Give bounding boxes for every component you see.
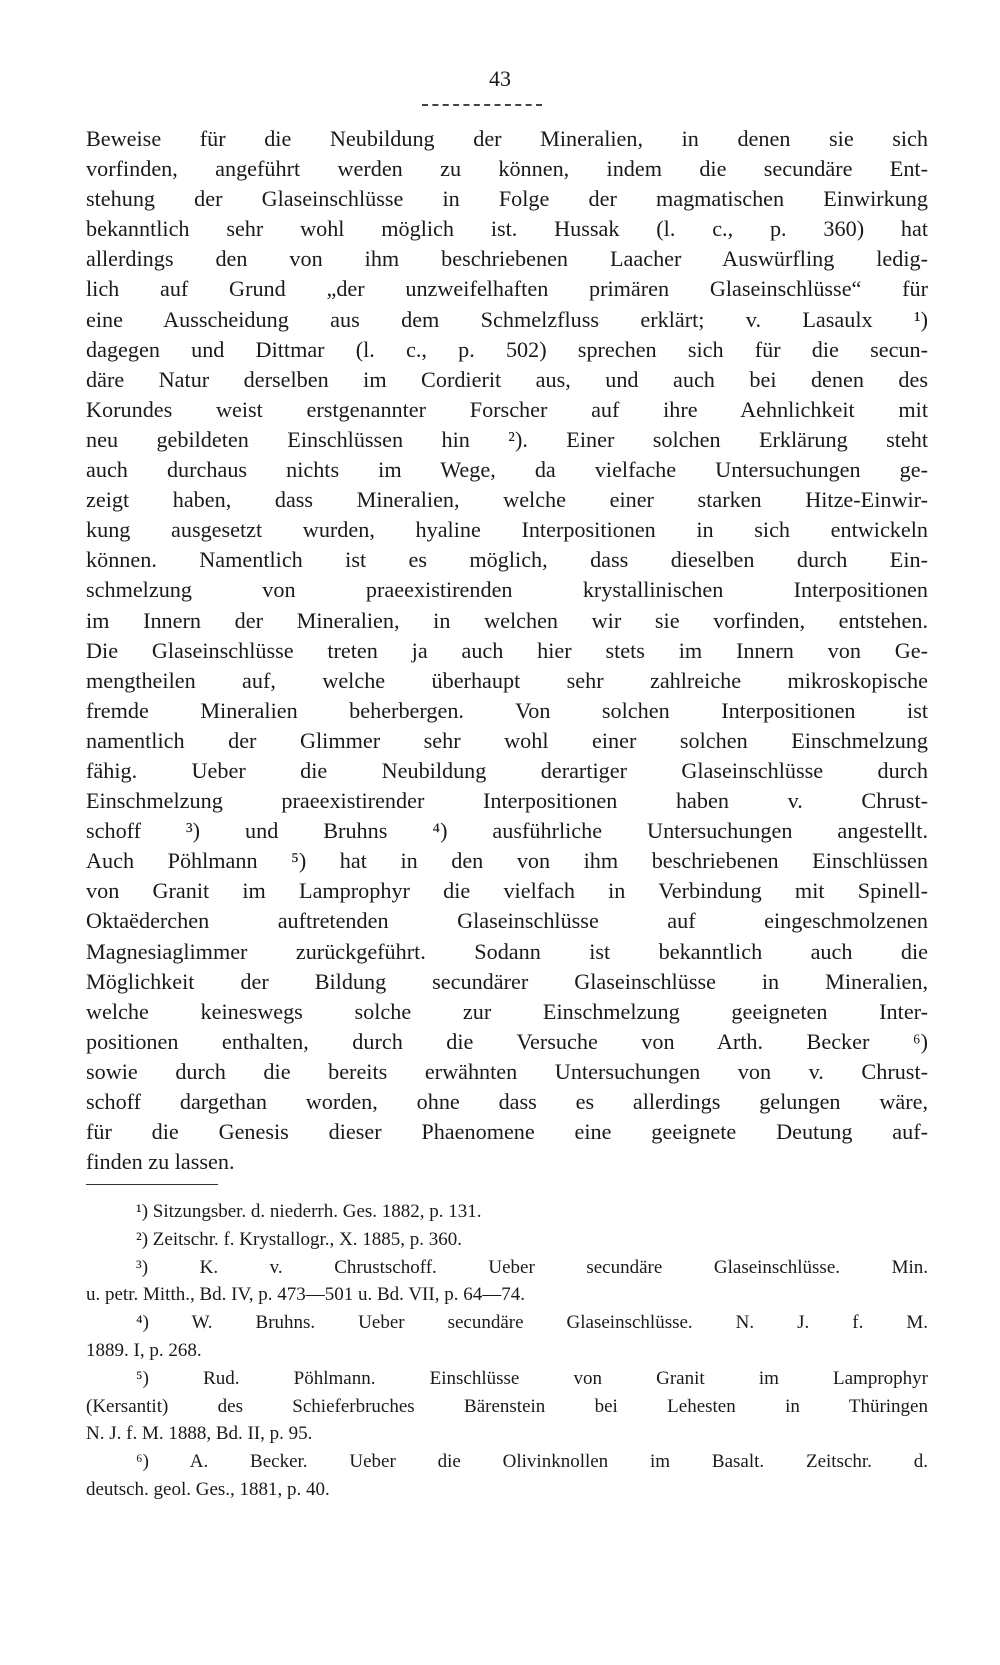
body-line: stehung der Glaseinschlüsse in Folge der magmatischen Einwirkung bbox=[86, 186, 928, 212]
body-line: neu gebildeten Einschlüssen hin ²). Einer solchen Erklärung steht bbox=[86, 426, 928, 452]
body-line: Möglichkeit der Bildung secundärer Glaseinschlüsse in Mineralien, bbox=[86, 968, 928, 994]
body-line: im Innern der Mineralien, in welchen wir sie vorfinden, entstehen. bbox=[86, 607, 928, 633]
footnote-line: 1889. I, p. 268. bbox=[86, 1339, 202, 1361]
body-line: von Granit im Lamprophyr die vielfach in Verbindung mit Spinell- bbox=[86, 878, 928, 904]
body-line: kung ausgesetzt wurden, hyaline Interpositionen in sich entwickeln bbox=[86, 517, 928, 543]
body-line: allerdings den von ihm beschriebenen Laacher Auswürfling ledig- bbox=[86, 246, 928, 272]
footnote-separator bbox=[86, 1184, 218, 1185]
body-line: fremde Mineralien beherbergen. Von solchen Interpositionen ist bbox=[86, 697, 928, 723]
body-line: sowie durch die bereits erwähnten Untersuchungen von v. Chrust- bbox=[86, 1058, 928, 1084]
footnote-line: ⁴) W. Bruhns. Ueber secundäre Glaseinschlüsse. N. J. f. M. bbox=[136, 1312, 928, 1334]
body-line: schoff ³) und Bruhns ⁴) ausführliche Untersuchungen angestellt. bbox=[86, 818, 928, 844]
body-line: schmelzung von praeexistirenden krystallinischen Interpositionen bbox=[86, 577, 928, 603]
footnote-line: ²) Zeitschr. f. Krystallogr., X. 1885, p. 360. bbox=[136, 1228, 463, 1250]
body-line: däre Natur derselben im Cordierit aus, und auch bei denen des bbox=[86, 366, 928, 392]
body-line: welche keineswegs solche zur Einschmelzung geeigneten Inter- bbox=[86, 998, 928, 1024]
body-line: Die Glaseinschlüsse treten ja auch hier stets im Innern von Ge- bbox=[86, 637, 928, 663]
body-line: dagegen und Dittmar (l. c., p. 502) sprechen sich für die secun- bbox=[86, 336, 928, 362]
footnote-line: deutsch. geol. Ges., 1881, p. 40. bbox=[86, 1478, 330, 1500]
footnote-line: ⁵) Rud. Pöhlmann. Einschlüsse von Granit im Lamprophyr bbox=[136, 1367, 928, 1389]
body-line: fähig. Ueber die Neubildung derartiger Glaseinschlüsse durch bbox=[86, 757, 928, 783]
body-line: können. Namentlich ist es möglich, dass dieselben durch Ein- bbox=[86, 547, 928, 573]
body-line: Oktaëderchen auftretenden Glaseinschlüsse auf eingeschmolzenen bbox=[86, 908, 928, 934]
footnote-line: ⁶) A. Becker. Ueber die Olivinknollen im Basalt. Zeitschr. d. bbox=[136, 1451, 928, 1473]
body-line: mengtheilen auf, welche überhaupt sehr zahlreiche mikroskopische bbox=[86, 667, 928, 693]
body-line: positionen enthalten, durch die Versuche von Arth. Becker ⁶) bbox=[86, 1028, 928, 1054]
body-paragraph bbox=[86, 124, 928, 1177]
footnote-line: (Kersantit) des Schieferbruches Bärenstein bei Lehesten in Thüringen bbox=[86, 1395, 928, 1417]
body-line: Einschmelzung praeexistirender Interpositionen haben v. Chrust- bbox=[86, 788, 928, 814]
body-line: finden zu lassen. bbox=[86, 1149, 235, 1175]
body-line: bekanntlich sehr wohl möglich ist. Hussak (l. c., p. 360) hat bbox=[86, 216, 928, 242]
page-number-rule bbox=[422, 104, 542, 106]
body-line: lich auf Grund „der unzweifelhaften primären Glaseinschlüsse“ für bbox=[86, 276, 928, 302]
footnote-line: ¹) Sitzungsber. d. niederrh. Ges. 1882, p. 131. bbox=[136, 1201, 482, 1222]
body-line: schoff dargethan worden, ohne dass es allerdings gelungen wäre, bbox=[86, 1089, 928, 1114]
body-line: für die Genesis dieser Phaenomene eine geeignete Deutung auf- bbox=[86, 1119, 928, 1145]
body-line: zeigt haben, dass Mineralien, welche einer starken Hitze-Einwir- bbox=[86, 487, 928, 513]
footnotes bbox=[86, 1198, 928, 1504]
body-line: Auch Pöhlmann ⁵) hat in den von ihm beschriebenen Einschlüssen bbox=[86, 848, 928, 874]
body-line: vorfinden, angeführt werden zu können, indem die secundäre Ent- bbox=[86, 156, 928, 182]
page-number: 43 bbox=[489, 66, 511, 91]
body-line: Magnesiaglimmer zurückgeführt. Sodann ist bekanntlich auch die bbox=[86, 938, 928, 964]
footnote-line: ³) K. v. Chrustschoff. Ueber secundäre Glaseinschlüsse. Min. bbox=[136, 1256, 928, 1278]
body-line: auch durchaus nichts im Wege, da vielfache Untersuchungen ge- bbox=[86, 457, 928, 483]
body-line: Korundes weist erstgenannter Forscher auf ihre Aehnlichkeit mit bbox=[86, 396, 928, 422]
body-line: Beweise für die Neubildung der Mineralien, in denen sie sich bbox=[86, 126, 928, 151]
footnote-line: N. J. f. M. 1888, Bd. II, p. 95. bbox=[86, 1423, 313, 1445]
body-line: namentlich der Glimmer sehr wohl einer solchen Einschmelzung bbox=[86, 727, 928, 753]
body-line: eine Ausscheidung aus dem Schmelzfluss erklärt; v. Lasaulx ¹) bbox=[86, 306, 928, 332]
footnote-line: u. petr. Mitth., Bd. IV, p. 473—501 u. Bd. VII, p. 64—74. bbox=[86, 1284, 525, 1306]
